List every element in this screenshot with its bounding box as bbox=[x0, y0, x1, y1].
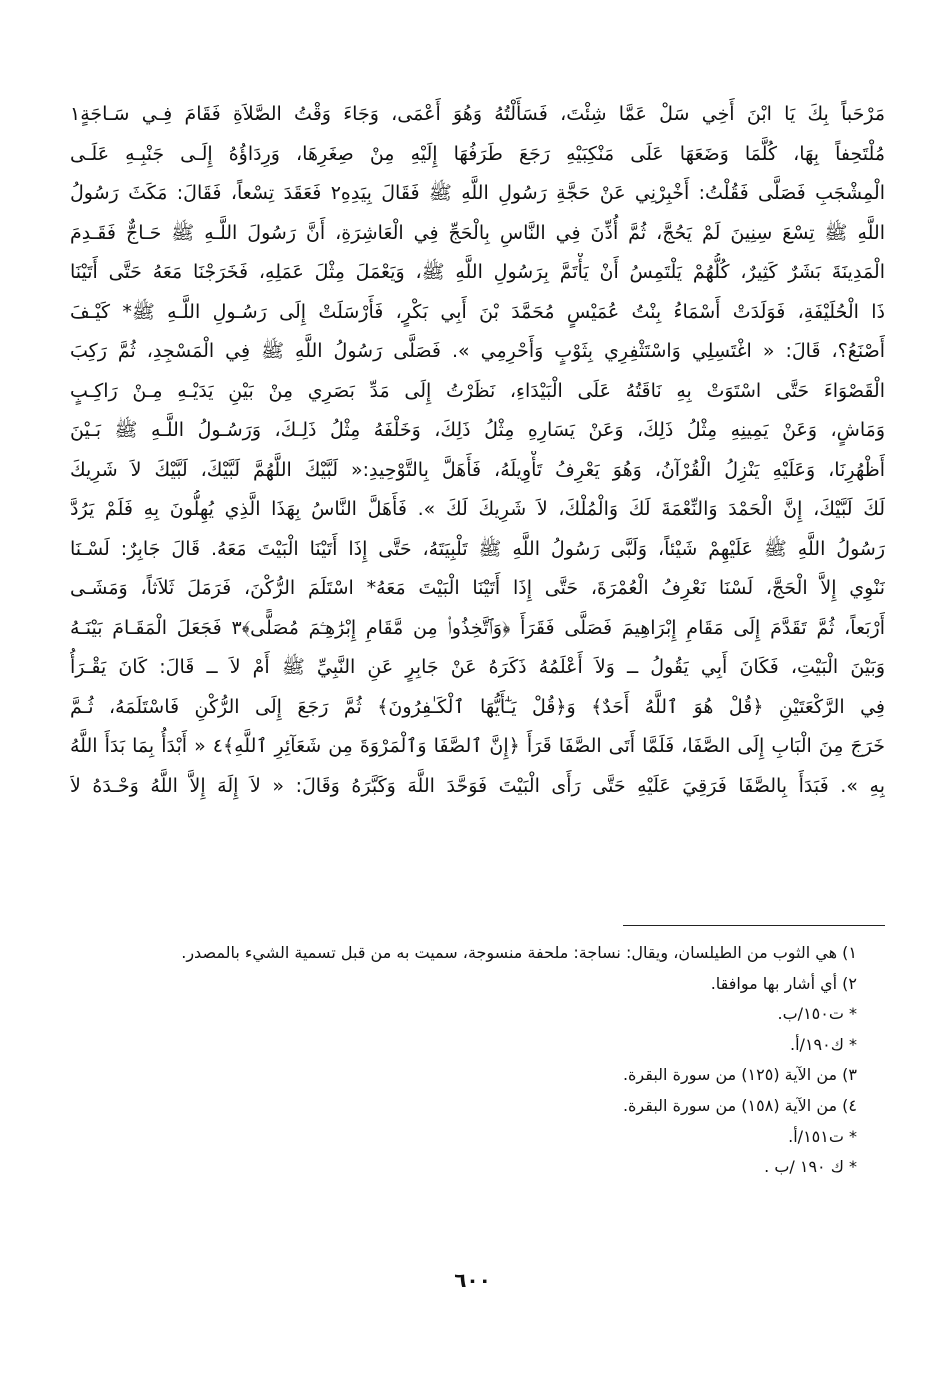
footnote: ٤) من الآية (١٥٨) من سورة البقرة. bbox=[622, 1095, 857, 1115]
footnote: * ت١٥١/أ. bbox=[788, 1126, 857, 1146]
page-number: ٦٠٠ bbox=[454, 1268, 491, 1292]
text-line: خَرَجَ مِنَ الْبَابِ إِلَى الصَّفَا، فَلَمَّا أَتَى الصَّفَا قَرَأَ ﴿إِنَّ ٱلصَّفَا وَٱلْمَرْوَةَ مِن شَعَآئِرِ ٱللَّهِ﴾٤ « أَبْدَأُ بِمَا بَدَأَ اللَّهُ bbox=[70, 735, 885, 757]
text-line: بِهِ ». فَبَدَأَ بِالصَّفَا فَرَقِيَ عَلَيْهِ حَتَّى رَأَى الْبَيْتَ فَوَحَّدَ اللَّهَ وَكَبَّرَهُ وَقَالَ: « لاَ إِلَهَ إِلاَّ اللَّهُ وَحْـدَهُ لاَ bbox=[70, 774, 885, 797]
text-line: مُلْتَحِفاً بِهَا، كُلَّمَا وَضَعَهَا عَلَى مَنْكِبَيْهِ رَجَعَ طَرَفُهَا إِلَيْهِ مِنْ صِغَرِهَا، وَرِدَاؤُهُ إِلَـى جَنْبِـهِ عَلَـى bbox=[70, 142, 885, 165]
footnotes bbox=[97, 938, 857, 1183]
text-line: وَمَاشٍ، وَعَنْ يَمِينِهِ مِثْلُ ذَلِكَ، وَعَنْ يَسَارِهِ مِثْلُ ذَلِكَ، وَخَلْفَهُ مِثْلُ ذَلِـكَ، وَرَسُـولُ اللَّـهِ ﷺ بَـيْنَ bbox=[70, 419, 885, 441]
text-line: رَسُولُ اللَّهِ ﷺ عَلَيْهِمْ شَيْئاً، وَلَبَّى رَسُولُ اللَّهِ ﷺ تَلْبِيَتَهُ، حَتَّى إِذَا أَتَيْنَا الْبَيْتَ مَعَهُ. قَالَ جَابِرٌ: لَسْـنَا bbox=[70, 537, 885, 560]
footnote: ١) هي الثوب من الطيلسان، ويقال: نساجة: ملحفة منسوجة، سميت به من قبل تسمية الشيء بالمصدر. bbox=[181, 943, 857, 962]
text-line: فِي الرَّكْعَتَيْنِ ﴿قُلْ هُوَ ٱللَّهُ أَحَدٌ﴾ وَ﴿قُلْ يَـٰٓأَيُّهَا ٱلْكَـٰفِرُونَ﴾ ثُمَّ رَجَعَ إِلَى الرُّكْنِ فَاسْتَلَمَهُ، ثُـمَّ bbox=[70, 695, 885, 718]
text-line: الْمَدِينَةَ بَشَرٌ كَثِيرٌ، كُلُّهُمْ يَلْتَمِسُ أَنْ يَأْتَمَّ بِرَسُولِ اللَّهِ ﷺ، وَيَعْمَلَ مِثْلَ عَمَلِهِ، فَخَرَجْنَا مَعَهُ حَتَّى أَتَيْنَا bbox=[70, 261, 885, 283]
footnote: * ت١٥٠/ب. bbox=[777, 1004, 857, 1024]
footnote: * ك١٩٠/أ. bbox=[790, 1034, 857, 1054]
text-line: مَرْحَباً بِكَ يَا ابْنَ أَخِي سَلْ عَمَّا شِئْتَ، فَسَأَلْتُهُ وَهُوَ أَعْمَى، وَجَاءَ وَقْتُ الصَّلاَةِ فَقَامَ فِـي سَـاجَةٍ١ bbox=[70, 103, 885, 125]
footnote: ٣) من الآية (١٢٥) من سورة البقرة. bbox=[622, 1065, 857, 1085]
footnote-separator bbox=[623, 925, 885, 926]
text-line: نَنْوِي إِلاَّ الْحَجَّ، لَسْنَا نَعْرِفُ الْعُمْرَةَ، حَتَّى إِذَا أَتَيْنَا الْبَيْتَ مَعَهُ* اسْتَلَمَ الرُّكْنَ، فَرَمَلَ ثَلاَثاً، وَمَشَـى bbox=[70, 577, 885, 599]
text-line: أَصْنَعُ؟، قَالَ: « اغْتَسِلِي وَاسْتَثْفِرِي بِثَوْبٍ وَأَحْرِمِي ». فَصَلَّى رَسُولُ اللَّهِ ﷺ فِي الْمَسْجِدِ، ثُمَّ رَكِبَ bbox=[70, 340, 885, 362]
text-line: اللَّهِ ﷺ تِسْعَ سِنِينَ لَمْ يَحُجَّ، ثُمَّ أُذِّنَ فِي النَّاسِ بِالْحَجِّ فِي الْعَاشِرَةِ، أَنَّ رَسُولَ اللَّـهِ ﷺ حَـاجٌّ فَقَـدِمَ bbox=[70, 221, 885, 244]
text-line: لَكَ لَبَّيْكَ، إِنَّ الْحَمْدَ وَالنِّعْمَةَ لَكَ وَالْمُلْكَ، لاَ شَرِيكَ لَكَ ». فَأَهَلَّ النَّاسُ بِهَذَا الَّذِي يُهِلُّونَ بِهِ فَلَمْ يَرُدَّ bbox=[70, 498, 885, 520]
text-line: الْمِشْجَبِ فَصَلَّى فَقُلْتُ: أَخْبِرْنِي عَنْ حَجَّةِ رَسُولِ اللَّهِ ﷺ فَقَالَ بِيَدِهِ٢ فَعَقَدَ تِسْعاً، فَقَالَ: مَكَثَ رَسُولُ bbox=[70, 182, 885, 204]
text-line: أَظْهُرِنَا، وَعَلَيْهِ يَنْزِلُ الْقُرْآنُ، وَهُوَ يَعْرِفُ تَأْوِيلَهُ، فَأَهَلَّ بِالتَّوْحِيدِ:« لَبَّيْكَ اللَّهُمَّ لَبَّيْكَ، لَبَّيْكَ لاَ شَرِيكَ bbox=[70, 458, 885, 481]
text-line: ذَا الْحُلَيْفَةِ، فَوَلَدَتْ أَسْمَاءُ بِنْتُ عُمَيْسٍ مُحَمَّدَ بْنَ أَبِي بَكْرٍ، فَأَرْسَلَتْ إِلَى رَسُـولِ اللَّـهِ ﷺ* كَيْـفَ bbox=[70, 300, 885, 323]
text-line: أَرْبَعاً، ثُمَّ تَقَدَّمَ إِلَى مَقَامِ إِبْرَاهِيمَ فَصَلَّى فَقَرَأَ ﴿وَٱتَّخِذُوا۟ مِن مَّقَامِ إِبْرَٰهِـۧمَ مُصَلًّى﴾٣ فَجَعَلَ الْمَقَـامَ بَيْنَـهُ bbox=[70, 616, 885, 639]
text-line: الْقَصْوَاءَ حَتَّى اسْتَوَتْ بِهِ نَاقَتُهُ عَلَى الْبَيْدَاءِ، نَظَرْتُ إِلَى مَدِّ بَصَرِي مِنْ بَيْنِ يَدَيْـهِ مِـنْ رَاكِـبٍ bbox=[70, 379, 885, 402]
footnote: * ك ١٩٠ /ب . bbox=[764, 1157, 857, 1177]
footnote: ٢) أي أشار بها موافقا. bbox=[710, 973, 857, 993]
main-text bbox=[70, 95, 885, 806]
text-line: وَبَيْنَ الْبَيْتِ، فَكَانَ أَبِي يَقُولُ ــ وَلاَ أَعْلَمُهُ ذَكَرَهُ عَنْ جَابِرٍ عَنِ النَّبِيِّ ﷺ أَمْ لاَ ــ قَالَ: كَانَ يَقْـرَأُ bbox=[70, 656, 885, 678]
